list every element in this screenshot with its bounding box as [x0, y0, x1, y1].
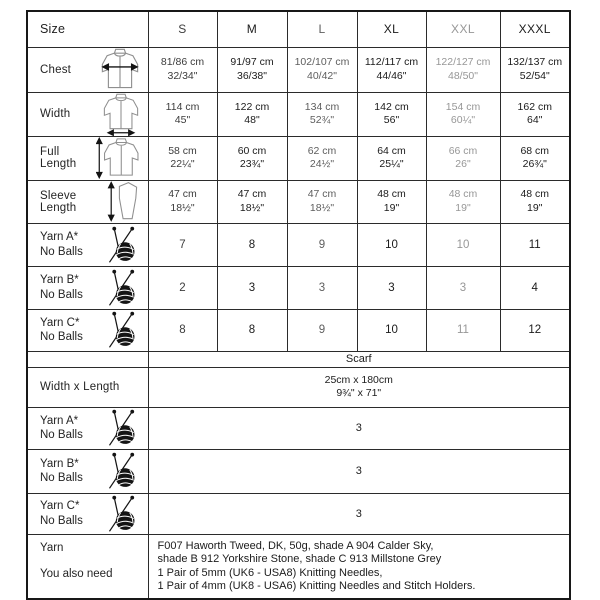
- sweater-chest-arrow-icon: [100, 48, 140, 91]
- yarn-c-value-m: 8: [217, 309, 287, 351]
- yarn-details-label-cell: [27, 534, 148, 599]
- sweater-hem-arrow-icon: [102, 93, 140, 136]
- yarn-a-row: [27, 223, 570, 266]
- sweater-length-arrow-icon: [96, 137, 140, 179]
- sleeve-value-l: 47 cm 18½": [287, 180, 357, 223]
- yarn-c-label: Yarn C*: [40, 316, 80, 329]
- scarf-yarn-b-label-cell: [27, 449, 148, 493]
- scarf-yarn-a-value: 3: [148, 407, 570, 449]
- width-value-m: 122 cm 48": [217, 92, 287, 136]
- full-length-label: Full Length: [40, 146, 77, 170]
- no-balls-label: No Balls: [40, 514, 83, 527]
- full-length-value-xxxl: 68 cm 26¾": [500, 136, 570, 180]
- yarn-a-label: Yarn A*: [40, 231, 79, 243]
- full-length-label-cell: [27, 136, 148, 180]
- chest-label: Chest: [40, 63, 72, 76]
- chest-value-xxxl: 132/137 cm 52/54": [500, 47, 570, 92]
- col-header-xxxl: XXXL: [500, 11, 570, 47]
- width-value-xxxl: 162 cm 64": [500, 92, 570, 136]
- chest-row: [27, 47, 570, 92]
- scarf-yarn-c-value: 3: [148, 493, 570, 534]
- width-row: [27, 92, 570, 136]
- full-length-value-s: 58 cm 22¼": [148, 136, 217, 180]
- yarn-a-value-l: 9: [287, 223, 357, 266]
- yarn-b-label-cell: [27, 266, 148, 309]
- you-also-need-label: You also need: [40, 567, 113, 580]
- yarn-ball-needles-icon: [107, 226, 140, 264]
- yarn-c-label-cell: [27, 309, 148, 351]
- yarn-ball-needles-icon: [107, 269, 140, 307]
- col-header-l: L: [287, 11, 357, 47]
- chest-value-s: 81/86 cm 32/34": [148, 47, 217, 92]
- yarn-c-value-xxl: 11: [426, 309, 500, 351]
- yarn-b-value-l: 3: [287, 266, 357, 309]
- scarf-size-label-cell: [27, 367, 148, 407]
- width-value-s: 114 cm 45": [148, 92, 217, 136]
- yarn-a-value-m: 8: [217, 223, 287, 266]
- scarf-size-value: 25cm x 180cm 9¾" x 71": [148, 367, 570, 407]
- size-header-cell: Size: [27, 11, 148, 47]
- scarf-yarn-b-value: 3: [148, 449, 570, 493]
- full-length-value-m: 60 cm 23¾": [217, 136, 287, 180]
- yarn-c-value-xxxl: 12: [500, 309, 570, 351]
- yarn-c-row: [27, 309, 570, 351]
- header-row: [27, 11, 570, 47]
- width-label: Width: [40, 108, 71, 120]
- width-value-l: 134 cm 52¾": [287, 92, 357, 136]
- yarn-c-value-l: 9: [287, 309, 357, 351]
- yarn-ball-needles-icon: [107, 311, 140, 349]
- yarn-c-value-s: 8: [148, 309, 217, 351]
- yarn-b-row: [27, 266, 570, 309]
- yarn-details-line: shade B 912 Yorkshire Stone, shade C 913 Millstone Grey: [157, 553, 442, 566]
- yarn-ball-needles-icon: [107, 409, 140, 447]
- sleeve-length-label-cell: [27, 180, 148, 223]
- scarf-size-row: [27, 367, 570, 407]
- yarn-c-value-xl: 10: [357, 309, 426, 351]
- full-length-value-l: 62 cm 24½": [287, 136, 357, 180]
- col-header-s: S: [148, 11, 217, 47]
- scarf-yarn-b-row: [27, 449, 570, 493]
- chest-label-cell: [27, 47, 148, 92]
- sleeve-value-xxl: 48 cm 19": [426, 180, 500, 223]
- yarn-b-value-xxxl: 4: [500, 266, 570, 309]
- sleeve-length-arrow-icon: [107, 181, 140, 222]
- sleeve-value-s: 47 cm 18½": [148, 180, 217, 223]
- no-balls-label: No Balls: [40, 472, 83, 484]
- full-length-value-xl: 64 cm 25¼": [357, 136, 426, 180]
- scarf-yarn-a-row: [27, 407, 570, 449]
- yarn-b-value-xl: 3: [357, 266, 426, 309]
- scarf-section-row: [27, 351, 570, 367]
- sleeve-value-xxxl: 48 cm 19": [500, 180, 570, 223]
- no-balls-label: No Balls: [40, 288, 83, 301]
- yarn-label: Yarn: [40, 541, 64, 554]
- yarn-a-label: Yarn A*: [40, 414, 79, 427]
- col-header-xl: XL: [357, 11, 426, 47]
- yarn-ball-needles-icon: [107, 495, 140, 533]
- sleeve-length-row: [27, 180, 570, 223]
- width-value-xxl: 154 cm 60¼": [426, 92, 500, 136]
- width-value-xl: 142 cm 56": [357, 92, 426, 136]
- full-length-value-xxl: 66 cm 26": [426, 136, 500, 180]
- sleeve-value-xl: 48 cm 19": [357, 180, 426, 223]
- yarn-b-value-xxl: 3: [426, 266, 500, 309]
- yarn-c-label: Yarn C*: [40, 500, 80, 512]
- width-x-length-label: Width x Length: [40, 381, 120, 393]
- chest-value-xl: 112/117 cm 44/46": [357, 47, 426, 92]
- yarn-details-line: 1 Pair of 4mm (UK8 - USA6) Knitting Needles and Stitch Holders.: [157, 580, 476, 593]
- scarf-yarn-c-row: [27, 493, 570, 534]
- chest-value-xxl: 122/127 cm 48/50": [426, 47, 500, 92]
- yarn-details-row: [27, 534, 570, 599]
- chest-value-m: 91/97 cm 36/38": [217, 47, 287, 92]
- col-header-m: M: [217, 11, 287, 47]
- scarf-yarn-a-label-cell: [27, 407, 148, 449]
- col-header-xxl: XXL: [426, 11, 500, 47]
- yarn-b-label: Yarn B*: [40, 274, 79, 286]
- scarf-section-label: Scarf: [148, 351, 570, 367]
- chest-value-l: 102/107 cm 40/42": [287, 47, 357, 92]
- size-table: [26, 10, 571, 600]
- scarf-yarn-c-label-cell: [27, 493, 148, 534]
- yarn-a-value-xxl: 10: [426, 223, 500, 266]
- yarn-b-value-m: 3: [217, 266, 287, 309]
- width-label-cell: [27, 92, 148, 136]
- yarn-a-label-cell: [27, 223, 148, 266]
- yarn-details-line: 1 Pair of 5mm (UK6 - USA8) Knitting Needles,: [157, 566, 383, 579]
- yarn-a-value-xl: 10: [357, 223, 426, 266]
- scarf-section-empty-cell: [27, 351, 148, 367]
- full-length-row: [27, 136, 570, 180]
- sleeve-value-m: 47 cm 18½": [217, 180, 287, 223]
- yarn-a-value-xxxl: 11: [500, 223, 570, 266]
- no-balls-label: No Balls: [40, 245, 83, 258]
- yarn-details-text-cell: [148, 534, 570, 599]
- yarn-b-label: Yarn B*: [40, 457, 79, 470]
- yarn-details-line: F007 Haworth Tweed, DK, 50g, shade A 904 Calder Sky,: [157, 539, 434, 552]
- no-balls-label: No Balls: [40, 331, 83, 343]
- yarn-a-value-s: 7: [148, 223, 217, 266]
- sleeve-length-label: Sleeve Length: [40, 189, 77, 214]
- yarn-ball-needles-icon: [107, 452, 140, 490]
- yarn-b-value-s: 2: [148, 266, 217, 309]
- no-balls-label: No Balls: [40, 429, 83, 441]
